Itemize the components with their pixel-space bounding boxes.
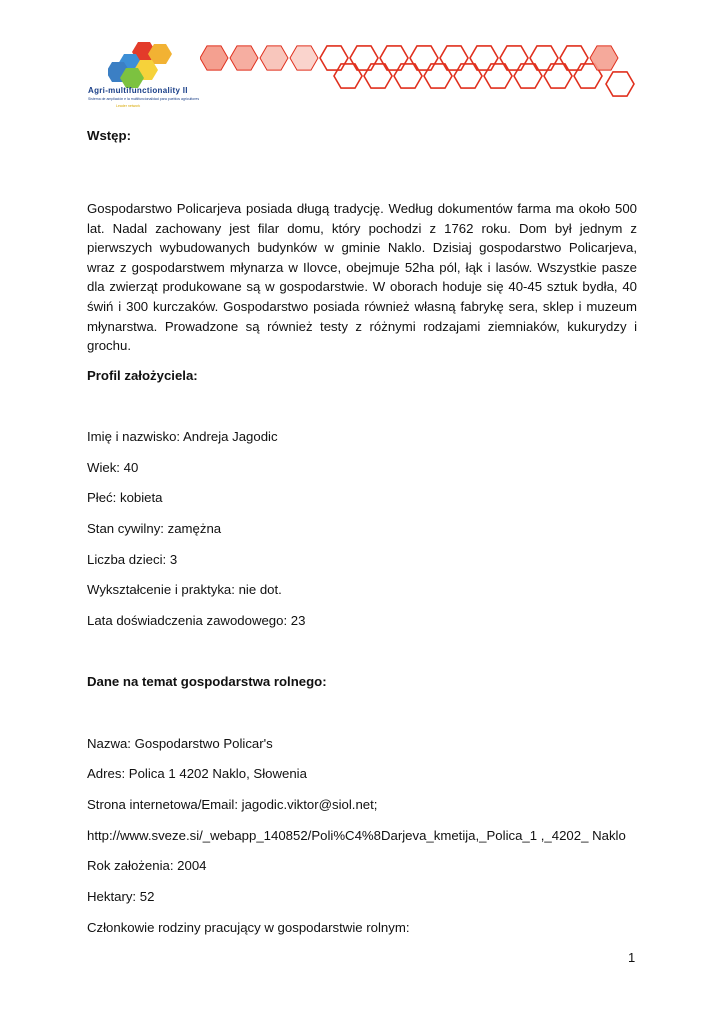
farm-address: Adres: Polica 1 4202 Naklo, Słowenia xyxy=(87,766,307,781)
hexagon-shape xyxy=(320,46,348,70)
hexagon-shape xyxy=(350,46,378,70)
page-header xyxy=(0,0,724,120)
farm-website-link[interactable]: http://www.sveze.si/_webapp_140852/Poli%C4%8Darjeva_kmetija,_Polica_1 ,_4202_ Naklo xyxy=(87,828,626,843)
farm-founding-year: Rok założenia: 2004 xyxy=(87,858,207,873)
hexagon-shape xyxy=(380,46,408,70)
hexagon-shape xyxy=(424,64,452,88)
project-logo xyxy=(88,40,208,115)
farm-contact: Strona internetowa/Email: jagodic.viktor@siol.net; xyxy=(87,797,378,812)
hexagon-shape xyxy=(290,46,318,70)
hexagon-shape xyxy=(470,46,498,70)
logo-title: Agri-multifunctionality II xyxy=(88,86,188,95)
hexagon-shape xyxy=(394,64,422,88)
hexagon-shape xyxy=(364,64,392,88)
intro-paragraph: Gospodarstwo Policarjeva posiada długą tradycję. Według dokumentów farma ma około 500 lat. Nadal zachowany jest filar domu, który pochodzi z 1762 roku. Dom był jednym z pierwszych wybudowanych budynków w gminie Naklo. Dzisiaj gospodarstwo Policarjeva, wraz z gospodarstwem młynarza w Ilovce, obejmuje 52ha pól, łąk i lasów. Wszystkie pasze dla zwierząt produkowane są w gospodarstwie. W oborach hoduje się 40-45 sztuk bydła, 40 świń i 300 kurczaków. Gospodarstwo posiada również własną fabrykę sera, sklep i muzeum młynarstwa. Prowadzone są również testy z różnymi rodzajami ziemniaków, kukurydzy i grochu. xyxy=(87,201,637,354)
hexagon-shape xyxy=(200,46,228,70)
hexagon-shape xyxy=(606,72,634,96)
logo-subtitle: Sistema de ampliación e la multifuncionalidad para pueblos agricultores xyxy=(88,97,200,101)
farm-name: Nazwa: Gospodarstwo Policar's xyxy=(87,736,273,751)
founder-marital-status: Stan cywilny: zamężna xyxy=(87,521,222,536)
farm-family-members: Członkowie rodziny pracujący w gospodarstwie rolnym: xyxy=(87,920,410,935)
hexagon-shape xyxy=(560,46,588,70)
hexagon-shape xyxy=(260,46,288,70)
founder-children: Liczba dzieci: 3 xyxy=(87,552,178,567)
hexagon-shape xyxy=(230,46,258,70)
page-number: 1 xyxy=(628,950,636,965)
farm-hectares: Hektary: 52 xyxy=(87,889,155,904)
founder-gender: Płeć: kobieta xyxy=(87,490,163,505)
hexagon-shape xyxy=(500,46,528,70)
hexagon-band-icon xyxy=(200,38,670,113)
founder-experience: Lata doświadczenia zawodowego: 23 xyxy=(87,613,306,628)
intro-heading: Wstęp: xyxy=(87,128,131,143)
hexagon-shape xyxy=(590,46,618,70)
hexagon-shape xyxy=(454,64,482,88)
hexagon-shape xyxy=(514,64,542,88)
hexagon-shape xyxy=(484,64,512,88)
logo-tagline: Leader network xyxy=(116,104,141,108)
founder-education: Wykształcenie i praktyka: nie dot. xyxy=(87,582,282,597)
farm-heading: Dane na temat gospodarstwa rolnego: xyxy=(87,674,327,689)
logo-hexagons-icon xyxy=(108,40,188,88)
hexagon-shape xyxy=(410,46,438,70)
founder-age: Wiek: 40 xyxy=(87,460,139,475)
hexagon-shape xyxy=(440,46,468,70)
founder-name: Imię i nazwisko: Andreja Jagodic xyxy=(87,429,278,444)
hexagon-shape xyxy=(530,46,558,70)
founder-heading: Profil założyciela: xyxy=(87,368,198,383)
hexagon-shape xyxy=(334,64,362,88)
hexagon-shape xyxy=(544,64,572,88)
